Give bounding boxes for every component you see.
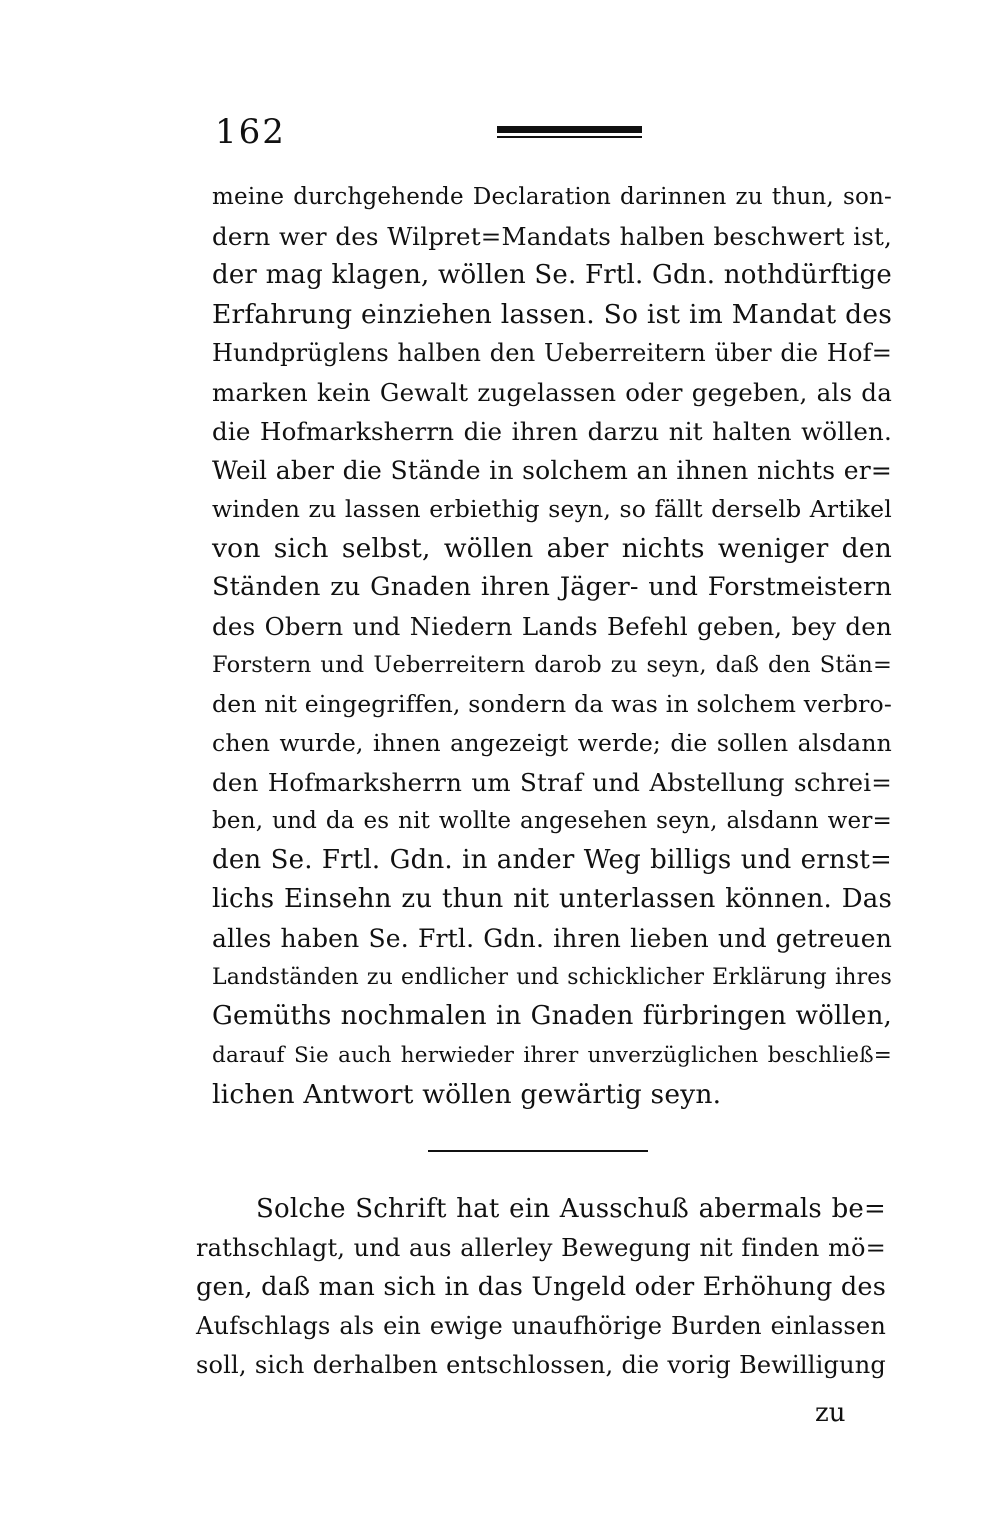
text-line: Aufschlags als ein ewige unaufhörige Burden einlassen bbox=[196, 1312, 886, 1340]
text-line: Gemüths nochmalen in Gnaden fürbringen wöllen, bbox=[212, 1001, 892, 1031]
page-number: 162 bbox=[215, 112, 286, 152]
text-line: ben, und da es nit wollte angesehen seyn, alsdann wer= bbox=[212, 808, 892, 834]
text-line: alles haben Se. Frtl. Gdn. ihren lieben und getreuen bbox=[212, 924, 892, 953]
text-line: winden zu lassen erbiethig seyn, so fällt derselb Artikel bbox=[212, 495, 892, 523]
text-line: von sich selbst, wöllen aber nichts weniger den bbox=[212, 533, 892, 564]
text-line: Weil aber die Stände in solchem an ihnen nichts er= bbox=[212, 456, 892, 485]
paragraph-1 bbox=[212, 178, 892, 1114]
section-divider bbox=[428, 1150, 648, 1152]
text-line: Hundprüglens halben den Ueberreitern über die Hof= bbox=[212, 339, 892, 367]
header-rule bbox=[497, 126, 642, 138]
text-line: lichs Einsehn zu thun nit unterlassen können. Das bbox=[212, 884, 892, 914]
text-line: der mag klagen, wöllen Se. Frtl. Gdn. nothdürftige bbox=[212, 260, 892, 290]
header-rule-thin bbox=[497, 136, 642, 138]
text-line: gen, daß man sich in das Ungeld oder Erhöhung des bbox=[196, 1272, 886, 1302]
text-line: Landständen zu endlicher und schicklicher Erklärung ihres bbox=[212, 965, 892, 990]
text-line: des Obern und Niedern Lands Befehl geben, bey den bbox=[212, 612, 892, 641]
text-line: Erfahrung einziehen lassen. So ist im Mandat des bbox=[212, 299, 892, 330]
text-line: den Se. Frtl. Gdn. in ander Weg billigs und ernst= bbox=[212, 845, 892, 875]
text-line: den nit eingegriffen, sondern da was in solchem verbro- bbox=[212, 690, 892, 718]
text-line: den Hofmarksherrn um Straf und Abstellung schrei= bbox=[212, 768, 892, 797]
text-line: darauf Sie auch herwieder ihrer unverzüglichen beschließ= bbox=[212, 1043, 892, 1068]
text-line: Ständen zu Gnaden ihren Jäger- und Forstmeistern bbox=[212, 572, 892, 602]
text-line: Forstern und Ueberreitern darob zu seyn, daß den Stän= bbox=[212, 652, 892, 678]
text-line: soll, sich derhalben entschlossen, die vorig Bewilligung bbox=[196, 1351, 886, 1379]
text-line: chen wurde, ihnen angezeigt werde; die sollen alsdann bbox=[212, 729, 892, 757]
text-line: Solche Schrift hat ein Ausschuß abermals be= bbox=[256, 1194, 886, 1224]
text-line: marken kein Gewalt zugelassen oder gegeben, als da bbox=[212, 378, 892, 407]
text-line: meine durchgehende Declaration darinnen zu thun, son- bbox=[212, 184, 892, 210]
text-line: lichen Antwort wöllen gewärtig seyn. bbox=[212, 1079, 722, 1110]
text-line: rathschlagt, und aus allerley Bewegung nit finden mö= bbox=[196, 1234, 886, 1262]
text-line: dern wer des Wilpret=Mandats halben beschwert ist, bbox=[212, 222, 892, 251]
paragraph-2 bbox=[196, 1190, 886, 1385]
text-line: die Hofmarksherrn die ihren darzu nit halten wöllen. bbox=[212, 417, 892, 446]
header-rule-thick bbox=[497, 126, 642, 133]
catchword: zu bbox=[815, 1398, 846, 1428]
